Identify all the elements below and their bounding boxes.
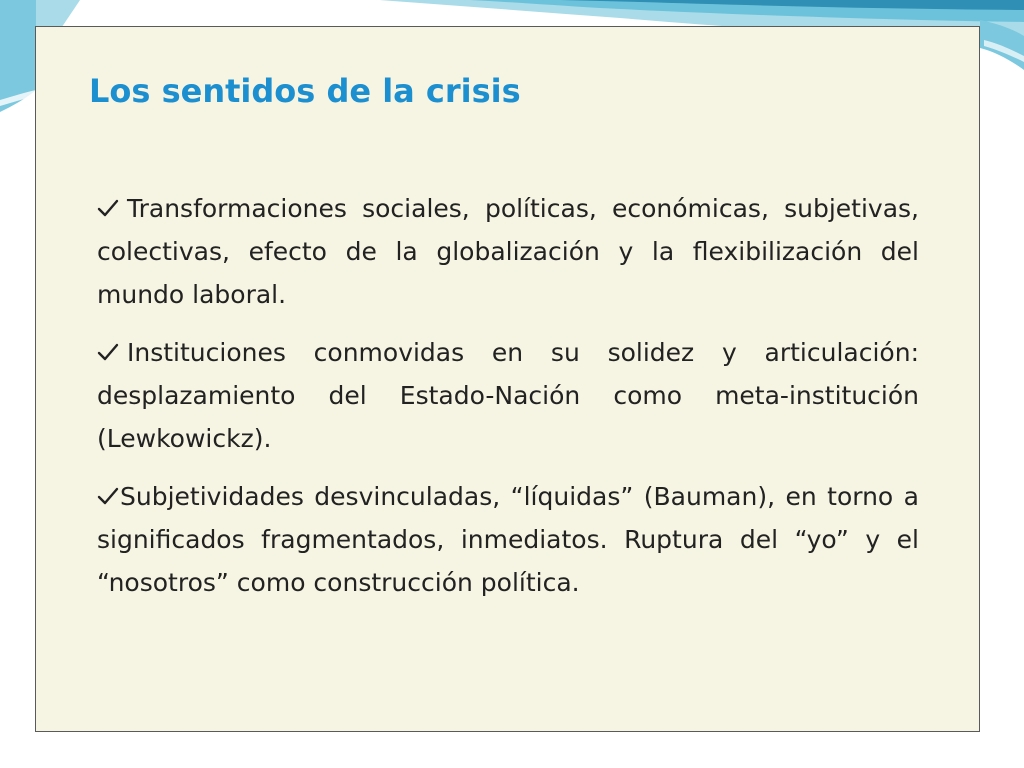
- bullet-item: [97, 475, 919, 604]
- checkmark-icon: [97, 486, 119, 506]
- slide-title: Los sentidos de la crisis: [89, 72, 521, 110]
- bullet-text: Instituciones conmovidas en su solidez y articulación: desplazamiento del Estado-Nación como meta-institución (Lewkowickz).: [97, 338, 919, 453]
- bullet-text: Subjetividades desvinculadas, “líquidas” (Bauman), en torno a significados fragmentados, inmediatos. Ruptura del “yo” y el “nosotros” como construcción política.: [97, 482, 919, 597]
- bullet-text: Transformaciones sociales, políticas, económicas, subjetivas, colectivas, efecto de la globalización y la flexibilización del mundo laboral.: [97, 194, 919, 309]
- bullet-item: [97, 187, 919, 316]
- checkmark-icon: [97, 342, 119, 362]
- bullet-item: [97, 331, 919, 460]
- content-panel: [35, 26, 980, 732]
- checkmark-icon: [97, 198, 119, 218]
- bullet-list: [97, 187, 919, 619]
